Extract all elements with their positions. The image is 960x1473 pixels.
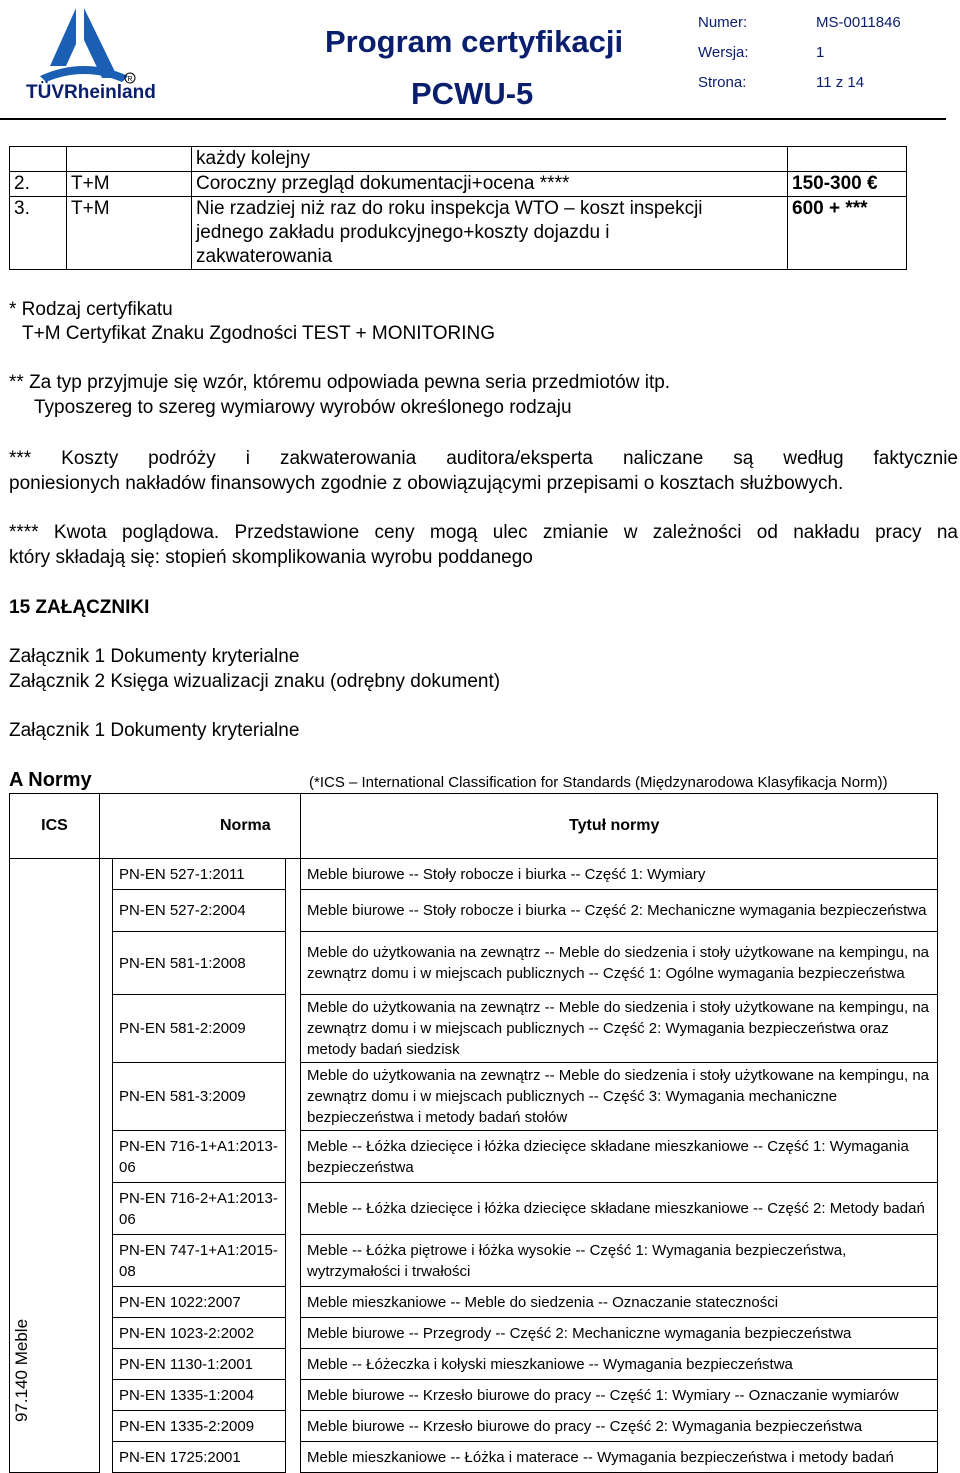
header-ics: ICS (10, 794, 100, 859)
table-row (10, 859, 938, 890)
norm-code: PN-EN 1023-2:2002 (113, 1318, 286, 1349)
norm-title: Meble biurowe -- Krzesło biurowe do pracy -- Część 1: Wymiary -- Oznaczanie wymiarów (301, 1380, 938, 1411)
euro-icon: € (867, 173, 878, 194)
norm-code: PN-EN 1022:2007 (113, 1287, 286, 1318)
table-row (10, 890, 938, 932)
table-row (10, 1063, 938, 1131)
table-row (10, 995, 938, 1063)
meta-page-label: Strona: (698, 74, 747, 91)
fee-desc-line: jednego zakładu produkcyjnego+koszty dojazdu i (196, 222, 610, 243)
fee-num: 2. (10, 172, 67, 197)
note-1-title: * Rodzaj certyfikatu (9, 299, 173, 320)
fee-type: T+M (67, 197, 192, 270)
norm-title: Meble -- Łóżka dziecięce i łóżka dziecięce składane mieszkaniowe -- Część 2: Metody badań (301, 1183, 938, 1235)
meta-number-label: Numer: (698, 14, 748, 31)
norm-code: PN-EN 1130-1:2001 (113, 1349, 286, 1380)
table-row (10, 147, 907, 172)
norm-code: PN-EN 581-2:2009 (113, 995, 286, 1063)
fee-num (10, 147, 67, 172)
fee-price-value: 150-300 (792, 173, 862, 194)
normy-heading: A Normy (9, 769, 92, 791)
document-code: PCWU-5 (411, 76, 534, 111)
table-row (10, 1183, 938, 1235)
norm-code: PN-EN 1335-2:2009 (113, 1411, 286, 1442)
fee-type (67, 147, 192, 172)
norm-code: PN-EN 527-2:2004 (113, 890, 286, 932)
fee-desc: każdy kolejny (192, 147, 788, 172)
norm-code: PN-EN 527-1:2011 (113, 859, 286, 890)
norm-title: Meble biurowe -- Stoły robocze i biurka -- Część 2: Mechaniczne wymagania bezpieczeństwa (301, 890, 938, 932)
meta-version-value: 1 (816, 44, 825, 61)
fee-num: 3. (10, 197, 67, 270)
ics-note: (*ICS – International Classification for Standards (Międzynarodowa Klasyfikacja Norm)) (309, 774, 888, 791)
norm-code: PN-EN 1725:2001 (113, 1442, 286, 1473)
ics-group-label: 97.140 Meble (12, 1318, 31, 1422)
norm-code: PN-EN 716-1+A1:2013-06 (113, 1131, 286, 1183)
svg-text:R: R (127, 76, 133, 83)
table-row (10, 1235, 938, 1287)
norm-title: Meble biurowe -- Krzesło biurowe do pracy -- Część 2: Wymagania bezpieczeństwa (301, 1411, 938, 1442)
norm-title: Meble do użytkowania na zewnątrz -- Meble do siedzenia i stoły użytkowane na kempingu, na zewnątrz domu i w miejscach publicznych -- Część 1: Ogólne wymagania bezpieczeństwa (301, 932, 938, 995)
note-4-line-1: **** Kwota poglądowa. Przedstawione ceny mogą ulec zmianie w zależności od nakładu pracy na (9, 522, 958, 543)
section-heading: 15 ZAŁĄCZNIKI (9, 597, 150, 618)
header-norma: Norma (100, 794, 301, 859)
table-row (10, 1131, 938, 1183)
fee-desc (192, 197, 788, 270)
norm-title: Meble biurowe -- Przegrody -- Część 2: Mechaniczne wymagania bezpieczeństwa (301, 1318, 938, 1349)
attachment-2: Załącznik 2 Księga wizualizacji znaku (odrębny dokument) (9, 671, 501, 692)
note-1-text: T+M Certyfikat Znaku Zgodności TEST + MONITORING (22, 323, 496, 344)
norm-code: PN-EN 1335-1:2004 (113, 1380, 286, 1411)
fee-price (788, 172, 907, 197)
note-2-text: Typoszereg to szereg wymiarowy wyrobów określonego rodzaju (34, 397, 572, 418)
norms-table (9, 793, 938, 1473)
norm-title: Meble -- Łóżeczka i kołyski mieszkaniowe -- Wymagania bezpieczeństwa (301, 1349, 938, 1380)
ics-cell (10, 859, 100, 1473)
meta-number-value: MS-0011846 (816, 14, 901, 31)
table-row (10, 1349, 938, 1380)
table-row (10, 932, 938, 995)
fee-type: T+M (67, 172, 192, 197)
table-row (10, 1442, 938, 1473)
table-row (10, 1318, 938, 1349)
norm-code: PN-EN 581-3:2009 (113, 1063, 286, 1131)
note-4-line-2: który składają się: stopień skomplikowania wyrobu poddanego (9, 547, 533, 568)
meta-version-label: Wersja: (698, 44, 749, 61)
table-row (10, 197, 907, 270)
fee-desc-line: Nie rzadziej niż raz do roku inspekcja WTO – koszt inspekcji (196, 198, 703, 219)
fee-desc-line: zakwaterowania (196, 246, 333, 267)
tuv-rheinland-logo (22, 4, 156, 108)
attachment-1: Załącznik 1 Dokumenty kryterialne (9, 646, 300, 667)
norm-code: PN-EN 581-1:2008 (113, 932, 286, 995)
norm-title: Meble biurowe -- Stoły robocze i biurka -- Część 1: Wymiary (301, 859, 938, 890)
table-row (10, 1287, 938, 1318)
fee-desc: Coroczny przegląd dokumentacji+ocena **** (192, 172, 788, 197)
table-row (10, 1380, 938, 1411)
norm-title: Meble mieszkaniowe -- Łóżka i materace -- Wymagania bezpieczeństwa i metody badań (301, 1442, 938, 1473)
norm-code: PN-EN 747-1+A1:2015-08 (113, 1235, 286, 1287)
fee-price: 600 + *** (788, 197, 907, 270)
fee-table (9, 146, 907, 270)
table-header-row (10, 794, 938, 859)
header-title: Tytuł normy (301, 794, 938, 859)
norm-title: Meble do użytkowania na zewnątrz -- Meble do siedzenia i stoły użytkowane na kempingu, na zewnątrz domu i w miejscach publicznych -- Część 3: Wymagania mechaniczne bezpieczeństwa i metody badań stołów (301, 1063, 938, 1131)
norm-title: Meble -- Łóżka piętrowe i łóżka wysokie -- Część 1: Wymagania bezpieczeństwa, wytrzymałości i trwałości (301, 1235, 938, 1287)
header-divider (0, 118, 946, 120)
norm-code: PN-EN 716-2+A1:2013-06 (113, 1183, 286, 1235)
table-row (10, 1411, 938, 1442)
note-3-line-1: *** Koszty podróży i zakwaterowania auditora/eksperta naliczane są według faktycznie (9, 448, 958, 469)
attachment-1-heading: Załącznik 1 Dokumenty kryterialne (9, 720, 300, 741)
logo-wordmark: TÜVRheinland (26, 82, 156, 103)
document-title: Program certyfikacji (325, 24, 624, 59)
table-row (10, 172, 907, 197)
norm-title: Meble -- Łóżka dziecięce i łóżka dziecięce składane mieszkaniowe -- Część 1: Wymagania bezpieczeństwa (301, 1131, 938, 1183)
norm-title: Meble do użytkowania na zewnątrz -- Meble do siedzenia i stoły użytkowane na kempingu, na zewnątrz domu i w miejscach publicznych -- Część 2: Wymagania bezpieczeństwa oraz metody badań siedzisk (301, 995, 938, 1063)
meta-page-value: 11 z 14 (816, 74, 865, 91)
fee-price (788, 147, 907, 172)
note-3-line-2: poniesionych nakładów finansowych zgodnie z obowiązującymi przepisami o kosztach służbowych. (9, 473, 844, 494)
note-2-title: ** Za typ przyjmuje się wzór, któremu odpowiada pewna seria przedmiotów itp. (9, 372, 671, 393)
norm-title: Meble mieszkaniowe -- Meble do siedzenia -- Oznaczanie stateczności (301, 1287, 938, 1318)
